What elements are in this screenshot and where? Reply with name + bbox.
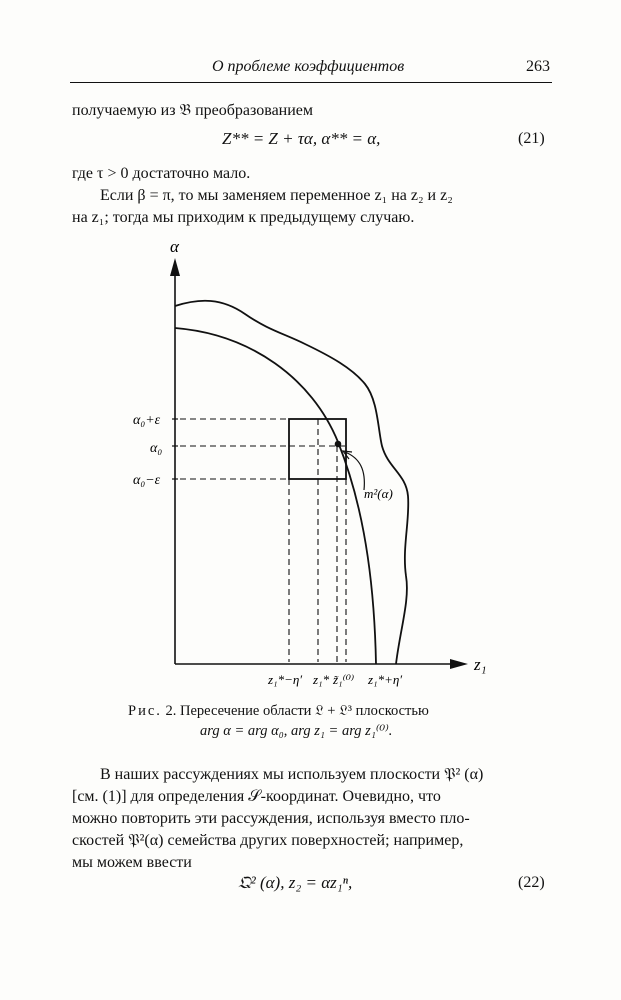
y-tick-mid: α₀ (150, 441, 163, 456)
body-line-3: можно повторить эти рассуждения, используя вместо пло- (72, 810, 470, 827)
text-line-1: получаемую из 𝔅 преобразованием (72, 102, 314, 119)
figure-caption-line-1 (128, 703, 429, 720)
curve-label: m²(α) (364, 486, 393, 501)
equation-22-number: (22) (518, 874, 545, 891)
y-axis (170, 258, 180, 664)
body-line-2: [см. (1)] для определения 𝒮-координат. Очевидно, что (72, 788, 441, 805)
point-alpha0 (335, 441, 342, 448)
text-line-2: где τ > 0 достаточно мало. (72, 165, 251, 182)
caption-label: Рис. (128, 703, 162, 719)
y-tick-upper: α₀+ε (133, 413, 161, 428)
x-tick-2: z₁* (313, 672, 330, 687)
text-line-4: на z₁; тогда мы приходим к предыдущему случаю. (72, 209, 415, 226)
y-tick-lower: α₀−ε (133, 473, 161, 488)
page-number: 263 (526, 58, 550, 75)
running-title: О проблеме коэффициентов (212, 58, 405, 75)
caption-text: 2. Пересечение области 𝔏 + 𝔏³ плоскостью (165, 703, 429, 719)
body-line-1: В наших рассуждениях мы используем плоскости 𝔓² (α) (100, 766, 484, 783)
text-line-3: Если β = π, то мы заменяем переменное z₁ на z₂ и z₂ (100, 187, 453, 204)
body-line-5: мы можем ввести (72, 854, 192, 871)
x-tick-1: z₁*−η′ (268, 672, 303, 687)
x-axis (175, 659, 468, 669)
equation-21-number: (21) (518, 130, 545, 147)
body-line-4: скостей 𝔓²(α) семейства других поверхностей; например, (72, 832, 464, 849)
figure-caption-line-2: arg α = arg α₀, arg z₁ = arg z₁⁽⁰⁾. (200, 723, 393, 739)
y-axis-label: α (170, 237, 179, 256)
equation-21: Z** = Z + τα, α** = α, (222, 129, 381, 148)
x-tick-3: z̃₁⁽⁰⁾ (333, 672, 355, 687)
dashed-guides (180, 419, 346, 662)
x-tick-4: z₁*+η′ (368, 672, 403, 687)
equation-22: 𝔔² (α), z₂ = αz₁ⁿ, (238, 873, 353, 892)
x-axis-label: z₁ (474, 655, 487, 674)
